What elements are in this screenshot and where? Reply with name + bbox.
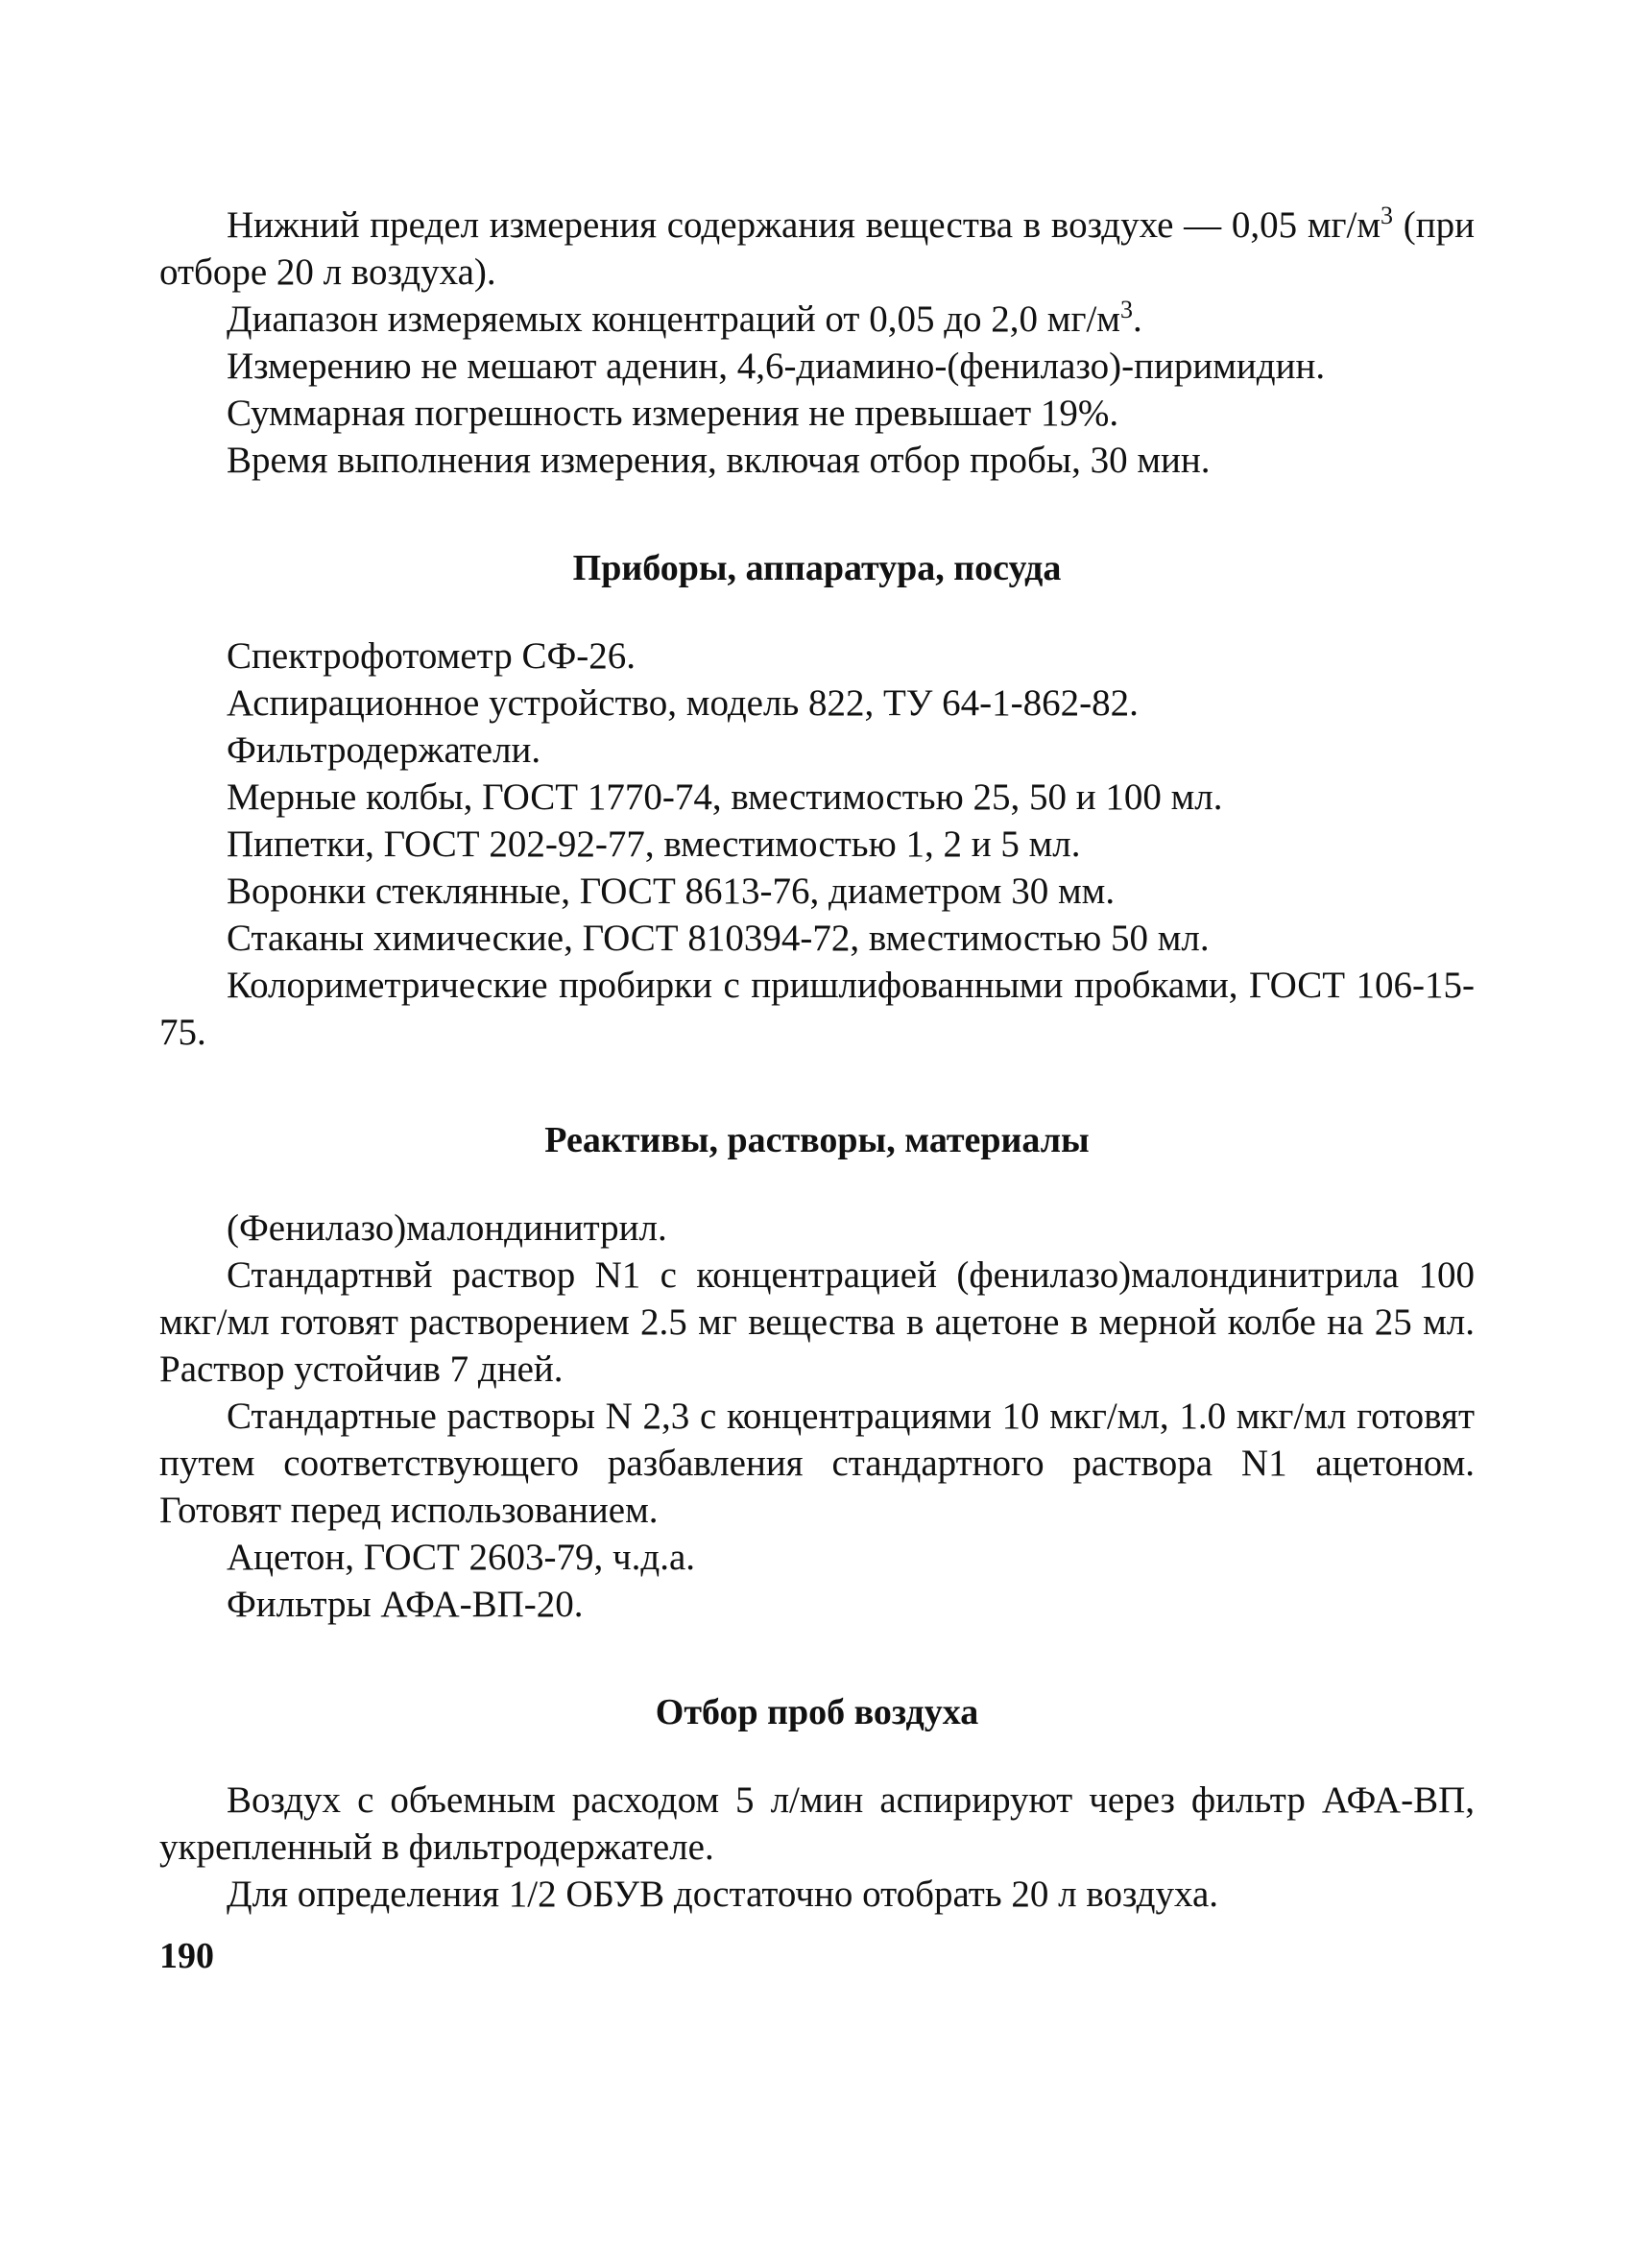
error-paragraph: Суммарная погрешность измерения не превышает 19%. <box>227 393 1119 434</box>
document-page <box>159 202 1475 1980</box>
reagent-item: Стандартнвй раствор N1 с концентрацией (фенилазо)малондинитрила 100 мкг/мл готовят растворением 2.5 мг вещества в ацетоне в мерной колбе на 25 мл. Раствор устойчив 7 дней. <box>159 1254 1475 1390</box>
range-text: Диапазон измеряемых концентраций от 0,05 до 2,0 мг/м <box>227 298 1120 340</box>
instrument-item: Колориметрические пробирки с пришлифованными пробками, ГОСТ 106-15-75. <box>159 965 1475 1053</box>
lower-limit-paragraph <box>159 202 1475 296</box>
reagent-item: Ацетон, ГОСТ 2603-79, ч.д.а. <box>227 1537 696 1578</box>
reagent-item: Фильтры АФА-ВП-20. <box>227 1584 584 1625</box>
instrument-item: Аспирационное устройство, модель 822, ТУ 64-1-862-82. <box>227 682 1139 724</box>
range-text-end: . <box>1133 298 1142 340</box>
reagents-heading: Реактивы, растворы, материалы <box>544 1120 1090 1160</box>
instrument-item: Спектрофотометр СФ-26. <box>227 635 636 677</box>
range-paragraph <box>159 296 1475 343</box>
sampling-item: Для определения 1/2 ОБУВ достаточно отобрать 20 л воздуха. <box>227 1874 1219 1915</box>
instrument-item: Мерные колбы, ГОСТ 1770-74, вместимостью 25, 50 и 100 мл. <box>227 776 1223 818</box>
page-number: 190 <box>159 1936 214 1976</box>
reagent-item: Стандартные растворы N 2,3 с концентрациями 10 мкг/мл, 1.0 мкг/мл готовят путем соответствующего разбавления стандартного раствора N1 ацетоном. Готовят перед использованием. <box>159 1396 1475 1531</box>
lower-limit-text: Нижний предел измерения содержания вещества в воздухе — 0,05 мг/м <box>227 204 1381 246</box>
instrument-item: Стаканы химические, ГОСТ 810394-72, вместимостью 50 мл. <box>227 918 1210 959</box>
sampling-item: Воздух с объемным расходом 5 л/мин аспирируют через фильтр АФА-ВП, укрепленный в фильтродержателе. <box>159 1779 1475 1868</box>
instrument-item: Фильтродержатели. <box>227 729 541 771</box>
reagent-item: (Фенилазо)малондинитрил. <box>227 1207 667 1249</box>
instruments-heading: Приборы, аппаратура, посуда <box>572 548 1062 588</box>
sampling-heading: Отбор проб воздуха <box>655 1692 979 1732</box>
duration-paragraph: Время выполнения измерения, включая отбор пробы, 30 мин. <box>227 440 1211 481</box>
instrument-item: Пипетки, ГОСТ 202-92-77, вместимостью 1, 2 и 5 мл. <box>227 824 1081 865</box>
superscript-3: 3 <box>1120 296 1133 323</box>
instrument-item: Воронки стеклянные, ГОСТ 8613-76, диаметром 30 мм. <box>227 871 1116 912</box>
superscript-3: 3 <box>1381 202 1394 229</box>
interference-paragraph: Измерению не мешают аденин, 4,6-диамино-(фенилазо)-пиримидин. <box>227 346 1326 387</box>
lower-limit-text-end: (при отборе 20 л воздуха). <box>159 204 1475 293</box>
